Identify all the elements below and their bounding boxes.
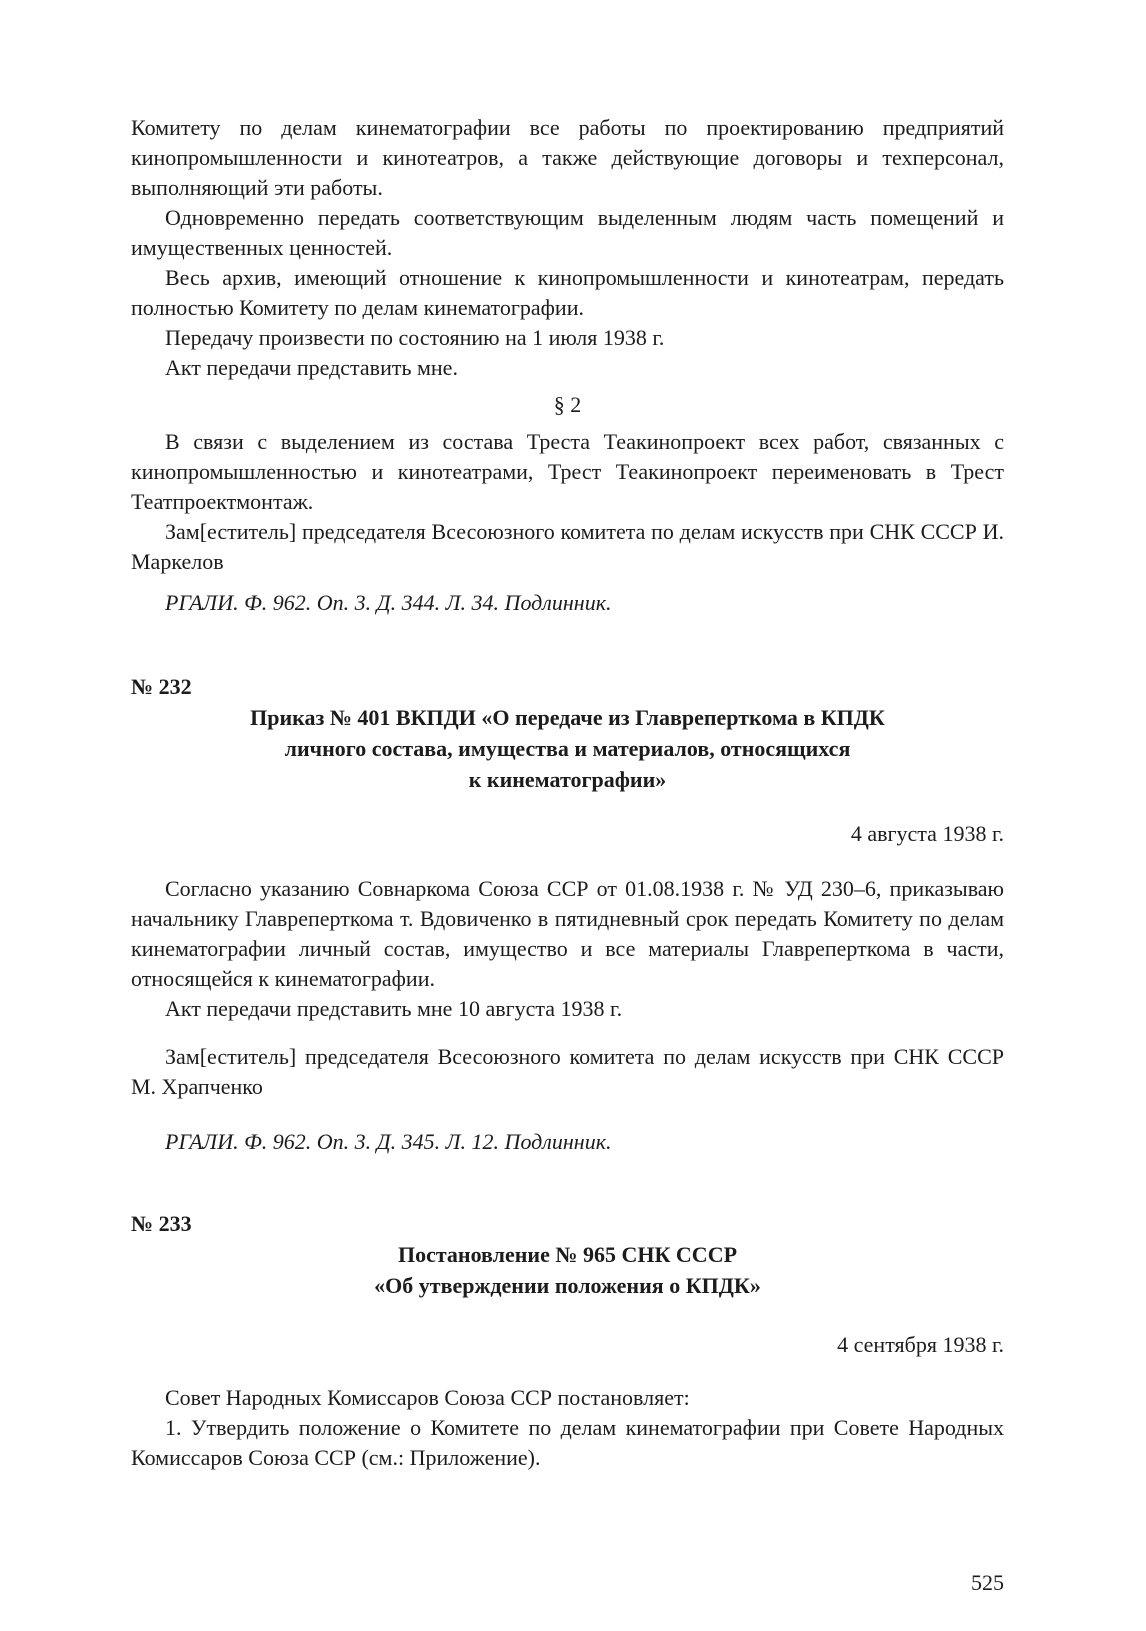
document-233-header	[131, 1209, 1004, 1301]
paragraph: В связи с выделением из состава Треста Теакинопроект всех работ, связанных с кинопромышленностью и кинотеатрами, Трест Теакинопроект переименовать в Трест Театпроектмонтаж.	[131, 429, 1004, 514]
section-mark: § 2	[553, 392, 582, 417]
document-232-signature	[131, 1042, 1004, 1102]
source-citation: РГАЛИ. Ф. 962. Оп. 3. Д. 344. Л. 34. Подлинник.	[165, 590, 612, 615]
page-number: 525	[971, 1570, 1004, 1595]
archive-source	[131, 588, 1004, 618]
signature: Зам[еститель] председателя Всесоюзного комитета по делам искусств при СНК СССР М. Храпченко	[131, 1044, 1004, 1099]
paragraph: Совет Народных Комиссаров Союза ССР постановляет:	[165, 1385, 690, 1410]
title-line: «Об утверждении положения о КПДК»	[374, 1273, 761, 1298]
document-232-body	[131, 874, 1004, 1024]
document-date: 4 августа 1938 г.	[850, 821, 1004, 846]
title-line: Постановление № 965 СНК СССР	[397, 1242, 738, 1267]
source-citation: РГАЛИ. Ф. 962. Оп. 3. Д. 345. Л. 12. Подлинник.	[165, 1129, 612, 1154]
document-title	[131, 702, 1004, 795]
document-number: № 232	[131, 674, 192, 699]
document-232-header	[131, 672, 1004, 795]
paragraph: 1. Утвердить положение о Комитете по делам кинематографии при Совете Народных Комиссаров Союза ССР (см.: Приложение).	[131, 1415, 1004, 1470]
title-line: личного состава, имущества и материалов, относящихся	[284, 736, 851, 761]
paragraph: Комитету по делам кинематографии все работы по проектированию предприятий кинопромышленности и кинотеатров, а также действующие договоры и техперсонал, выполняющий эти работы.	[131, 115, 1004, 200]
document-233-body	[131, 1383, 1004, 1473]
signature: Зам[еститель] председателя Всесоюзного комитета по делам искусств при СНК СССР И. Маркелов	[131, 519, 1004, 574]
title-line: Приказ № 401 ВКПДИ «О передаче из Главреперткома в КПДК	[250, 705, 885, 730]
document-date: 4 сентября 1938 г.	[837, 1332, 1004, 1357]
paragraph: Акт передачи представить мне 10 августа 1938 г.	[165, 996, 623, 1021]
archive-source	[131, 1127, 1004, 1157]
paragraph: Весь архив, имеющий отношение к кинопромышленности и кинотеатрам, передать полностью Комитету по делам кинематографии.	[131, 265, 1004, 320]
document-232-date	[131, 819, 1004, 849]
paragraph: Акт передачи представить мне.	[165, 355, 458, 380]
paragraph: Одновременно передать соответствующим выделенным людям часть помещений и имущественных ценностей.	[131, 205, 1004, 260]
title-line: к кинематографии»	[468, 767, 667, 792]
document-233-date	[131, 1330, 1004, 1360]
document-title	[131, 1239, 1004, 1301]
paragraph: Согласно указанию Совнаркома Союза ССР от 01.08.1938 г. № УД 230–6, приказываю начальнику Главреперткома т. Вдовиченко в пятидневный срок передать Комитету по делам кинематографии личный состав, имущество и все материалы Главреперткома в части, относящейся к кинематографии.	[131, 876, 1004, 991]
document-number: № 233	[131, 1211, 192, 1236]
paragraph: Передачу произвести по состоянию на 1 июля 1938 г.	[165, 325, 665, 350]
continued-text-block	[131, 113, 1004, 577]
